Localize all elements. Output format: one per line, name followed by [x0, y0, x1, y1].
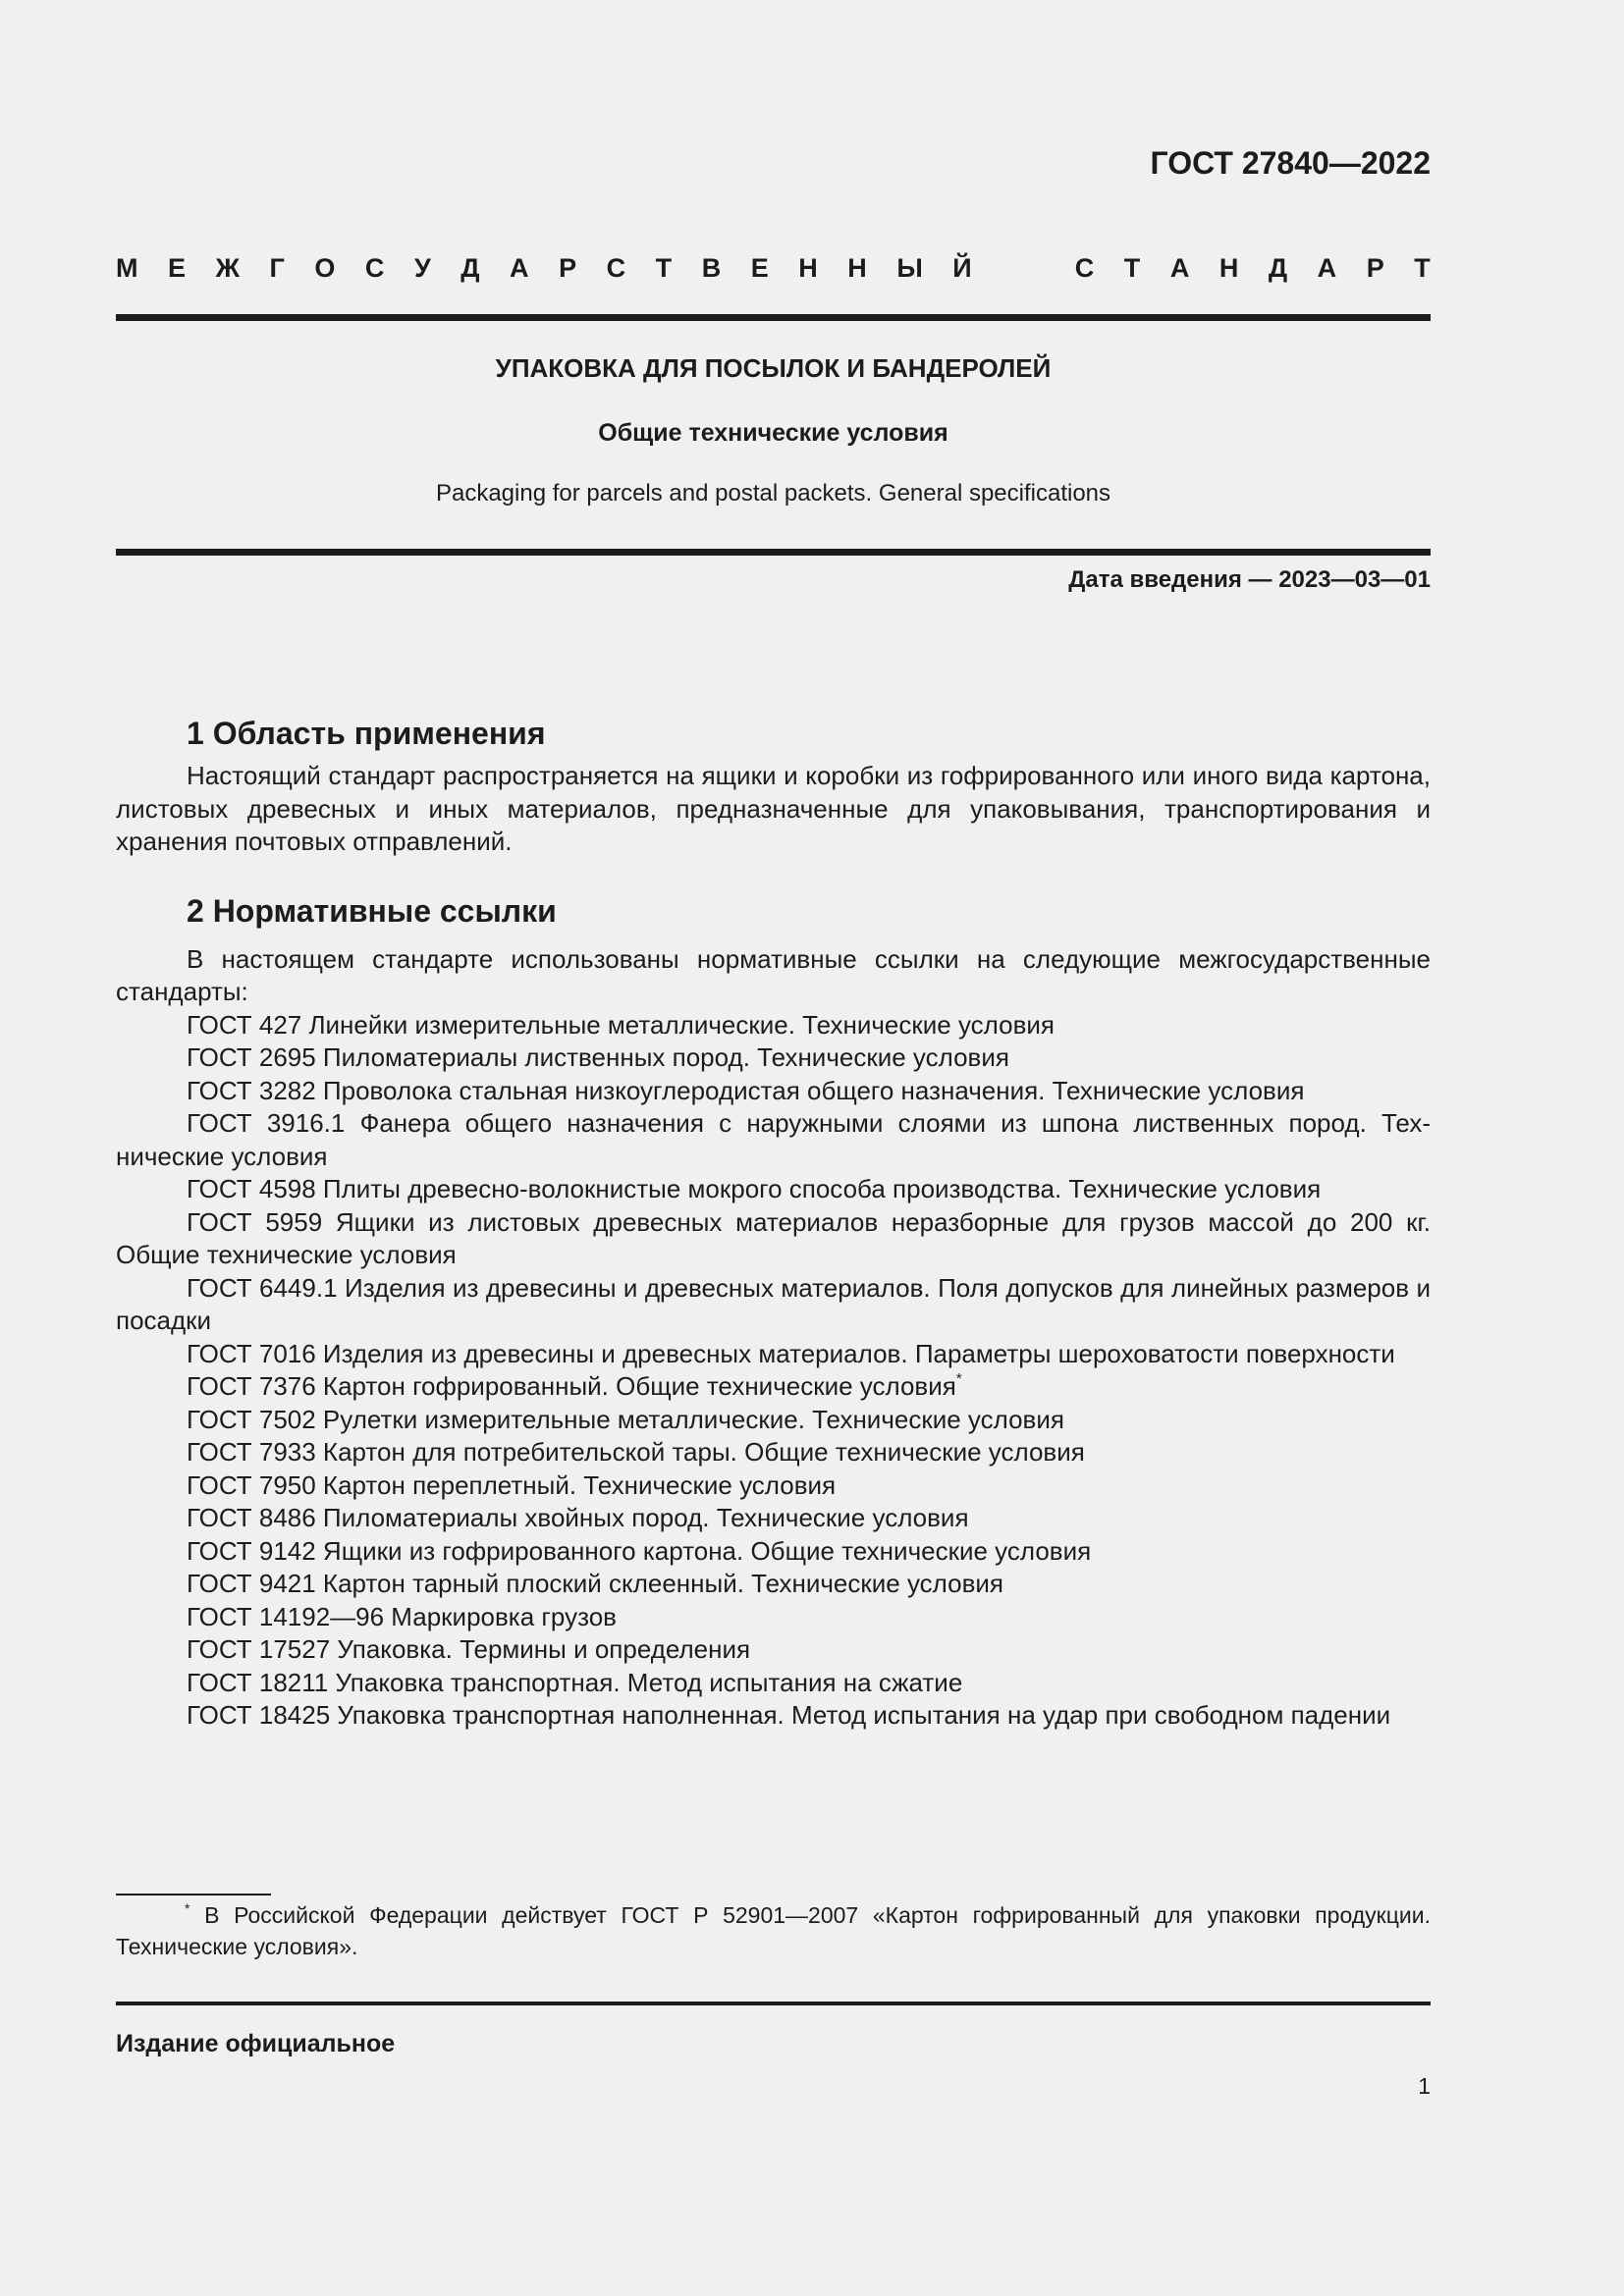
- banner-letter: Р: [1366, 253, 1384, 283]
- introduction-date: Дата введения — 2023—03—01: [1068, 566, 1431, 593]
- reference-item: [116, 1370, 1431, 1404]
- banner-letter: Н: [847, 253, 867, 283]
- reference-text: ГОСТ 7376 Картон гофрированный. Общие технические условия: [187, 1371, 956, 1401]
- reference-item: [116, 1502, 1431, 1535]
- reference-item: [116, 1601, 1431, 1634]
- reference-text: ГОСТ 5959 Ящики из листовых древесных материалов неразборные для грузов массой до 200 кг. Общие технические условия: [116, 1206, 1431, 1269]
- banner-letter: Е: [750, 253, 769, 283]
- reference-list: [116, 1009, 1431, 1733]
- footnote-reference-mark: *: [955, 1370, 962, 1387]
- banner-word-gap: [1001, 253, 1045, 284]
- banner-letter: У: [413, 253, 431, 283]
- page-number: 1: [1418, 2073, 1431, 2099]
- official-edition-label: Издание официальное: [116, 2030, 396, 2057]
- reference-text: ГОСТ 7502 Рулетки измерительные металлические. Технические условия: [187, 1404, 1064, 1434]
- interstate-standard-banner: [116, 253, 1431, 284]
- footnote-text: В Российской Федерации действует ГОСТ Р 52901—2007 «Картон гофрированный для упаковки продукции. Технические условия».: [116, 1902, 1431, 1959]
- reference-text: ГОСТ 2695 Пиломатериалы лиственных пород. Технические условия: [187, 1042, 1009, 1072]
- reference-item: [116, 1272, 1431, 1338]
- reference-item: [116, 1041, 1431, 1075]
- banner-letter: Т: [1123, 253, 1141, 283]
- reference-text: ГОСТ 7933 Картон для потребительской тары. Общие технические условия: [187, 1437, 1085, 1467]
- reference-text: ГОСТ 3916.1 Фанера общего назначения с наружными слоями из шпона лиственных пород. Технические условия: [116, 1108, 1431, 1171]
- banner-letter: А: [510, 253, 529, 283]
- reference-text: ГОСТ 7950 Картон переплетный. Технические условия: [187, 1469, 837, 1500]
- banner-letter: Р: [559, 253, 577, 283]
- banner-letter: О: [314, 253, 336, 283]
- reference-item: [116, 1699, 1431, 1733]
- reference-text: ГОСТ 14192—96 Маркировка грузов: [187, 1601, 617, 1631]
- banner-letter: Г: [269, 253, 285, 283]
- banner-letter: Н: [798, 253, 818, 283]
- title-rule: [116, 549, 1431, 556]
- reference-item: [116, 1009, 1431, 1042]
- banner-letter: Т: [1414, 253, 1431, 283]
- footnote-rule: [116, 1894, 271, 1896]
- reference-text: ГОСТ 6449.1 Изделия из древесины и древесных материалов. Поля допусков для линейных размеров и посадки: [116, 1272, 1431, 1335]
- banner-letter: Й: [952, 253, 972, 283]
- footnote: [116, 1899, 1431, 1962]
- banner-letter: Т: [655, 253, 673, 283]
- reference-item: [116, 1075, 1431, 1108]
- reference-item: [116, 1469, 1431, 1503]
- references-intro: В настоящем стандарте использованы нормативные ссылки на следующие межгосударственные стандарты:: [116, 943, 1431, 1006]
- reference-item: [116, 1667, 1431, 1700]
- banner-letter: С: [606, 253, 626, 283]
- document-subtitle: Общие технические условия: [598, 419, 948, 447]
- reference-text: ГОСТ 9421 Картон тарный плоский склеенный. Технические условия: [187, 1569, 1004, 1598]
- reference-item: [116, 1338, 1431, 1371]
- banner-letter: А: [1317, 253, 1337, 283]
- document-body: [116, 709, 1431, 1733]
- reference-text: ГОСТ 8486 Пиломатериалы хвойных пород. Технические условия: [187, 1503, 969, 1532]
- section-heading-scope: 1 Область применения: [187, 716, 546, 751]
- footer-rule: [116, 2002, 1431, 2005]
- banner-letter: Д: [1268, 253, 1288, 283]
- reference-item: [116, 1436, 1431, 1469]
- section-heading-references: 2 Нормативные ссылки: [187, 892, 557, 929]
- reference-item: [116, 1568, 1431, 1601]
- reference-text: ГОСТ 427 Линейки измерительные металлические. Технические условия: [187, 1009, 1055, 1040]
- reference-item: [116, 1206, 1431, 1272]
- reference-item: [116, 1404, 1431, 1437]
- banner-letter: Д: [460, 253, 480, 283]
- reference-item: [116, 1535, 1431, 1569]
- header-rule: [116, 314, 1431, 321]
- banner-letter: Ы: [896, 253, 923, 283]
- footnote-mark: *: [185, 1900, 190, 1916]
- reference-item: [116, 1173, 1431, 1206]
- reference-item: [116, 1633, 1431, 1667]
- reference-text: ГОСТ 9142 Ящики из гофрированного картона. Общие технические условия: [187, 1535, 1092, 1566]
- banner-letter: Н: [1218, 253, 1239, 283]
- document-title: УПАКОВКА ДЛЯ ПОСЫЛОК И БАНДЕРОЛЕЙ: [495, 353, 1052, 383]
- reference-text: ГОСТ 3282 Проволока стальная низкоуглеродистая общего назначения. Технические условия: [187, 1075, 1305, 1105]
- reference-text: ГОСТ 17527 Упаковка. Термины и определения: [187, 1634, 751, 1664]
- document-number: ГОСТ 27840—2022: [1150, 145, 1431, 181]
- banner-letter: М: [116, 253, 138, 283]
- scope-paragraph: Настоящий стандарт распространяется на ящики и коробки из гофрированного или иного вида картона, листовых древесных и иных материалов, предназначенные для упаковывания, транспортирования и хранения почтовых отправлений.: [116, 761, 1431, 856]
- reference-item: [116, 1107, 1431, 1173]
- banner-letter: Е: [168, 253, 187, 283]
- document-title-english: Packaging for parcels and postal packets. General specifications: [435, 480, 1111, 507]
- reference-text: ГОСТ 18211 Упаковка транспортная. Метод испытания на сжатие: [187, 1667, 963, 1697]
- banner-letter: А: [1169, 253, 1190, 283]
- banner-letter: В: [701, 253, 722, 283]
- banner-letter: Ж: [215, 253, 240, 283]
- reference-text: ГОСТ 4598 Плиты древесно-волокнистые мокрого способа производства. Технические условия: [187, 1174, 1322, 1203]
- banner-letter: С: [364, 253, 385, 283]
- reference-text: ГОСТ 18425 Упаковка транспортная наполненная. Метод испытания на удар при свободном падении: [187, 1700, 1391, 1730]
- banner-letter: С: [1074, 253, 1095, 283]
- reference-text: ГОСТ 7016 Изделия из древесины и древесных материалов. Параметры шероховатости поверхности: [187, 1338, 1395, 1368]
